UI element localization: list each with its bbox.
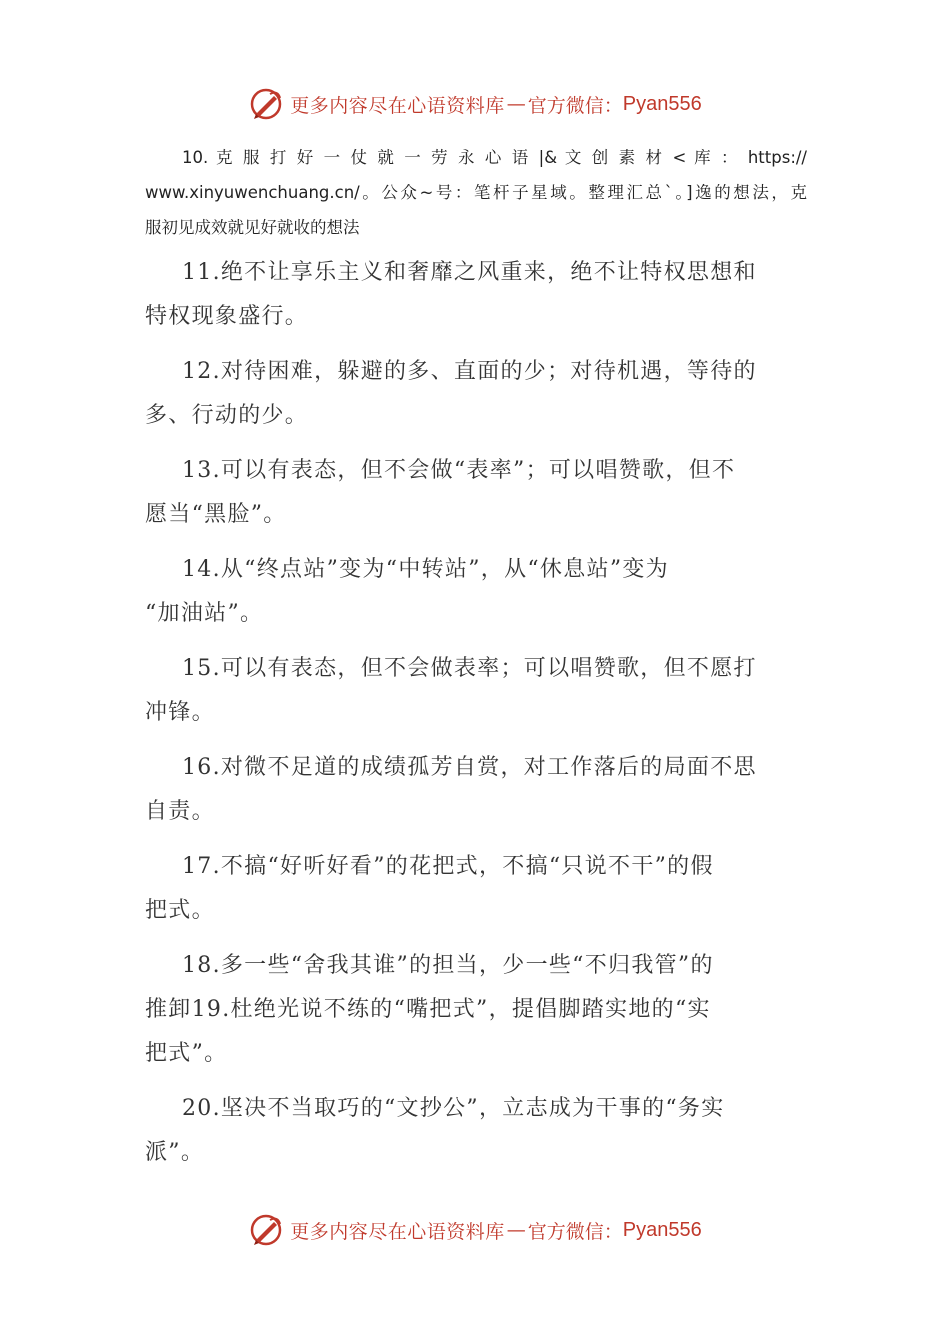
banner-wechat-id: Pyan556 [622,92,702,115]
paragraph-15 [145,647,807,735]
banner-separator: — [506,93,526,115]
paragraph-line: 推卸19.杜绝光说不练的“嘴把式”，提倡脚踏实地的“实 [145,997,711,1022]
document-body [145,140,807,1175]
banner-text: 更多内容尽在心语资料库 [290,1220,505,1243]
paragraph-line: 18.多一些“舍我其谁”的担当，少一些“不归我管”的 [182,953,714,978]
banner-wechat-label: 官方微信： [527,94,623,117]
paragraph-line: 13.可以有表态，但不会做“表率”；可以唱赞歌，但不 [182,458,736,483]
paragraph-line: 15.可以有表态，但不会做表率；可以唱赞歌，但不愿打 [182,656,757,681]
paragraph-line: 17.不搞“好听好看”的花把式，不搞“只说不干”的假 [182,854,714,879]
paragraph-line: www.xinyuwenchuang.cn/。公众~号：笔杆子星域。整理汇总`。]逸的想法，克 [145,183,807,202]
header-banner [0,84,950,124]
paragraph-line: 冲锋。 [145,700,215,725]
paragraph-16 [145,746,807,834]
paragraph-line: 派”。 [145,1140,205,1165]
paragraph-line: 多、行动的少。 [145,403,309,428]
paragraph-line: 11.绝不让享乐主义和奢靡之风重来，绝不让特权思想和 [182,260,757,285]
paragraph-11 [145,251,807,339]
paragraph-13 [145,449,807,537]
footer-banner [0,1210,950,1250]
paragraph-line: 特权现象盛行。 [145,304,309,329]
paragraph-line: 愿当“黑脸”。 [145,502,287,527]
paragraph-18 [145,944,807,1076]
paragraph-10 [145,140,807,245]
paragraph-line: 自责。 [145,799,215,824]
paragraph-14 [145,548,807,636]
paragraph-line: 20.坚决不当取巧的“文抄公”，立志成为干事的“务实 [182,1096,725,1121]
paragraph-line: 把式”。 [145,1041,228,1066]
paragraph-line: 10. 克 服 打 好 一 仗 就 一 劳 永 心 语 |& 文 创 素 材 < 库 ： https:// [182,148,807,167]
paragraph-line: 16.对微不足道的成绩孤芳自赏，对工作落后的局面不思 [182,755,757,780]
paragraph-line: 把式。 [145,898,215,923]
paragraph-line: 14.从“终点站”变为“中转站”，从“休息站”变为 [182,557,669,582]
pen-logo-icon [248,1212,284,1248]
paragraph-12 [145,350,807,438]
pen-logo-icon [248,86,284,122]
banner-wechat-label: 官方微信： [527,1220,623,1243]
paragraph-line: “加油站”。 [145,601,264,626]
paragraph-20 [145,1087,807,1175]
paragraph-line: 12.对待困难，躲避的多、直面的少；对待机遇，等待的 [182,359,757,384]
banner-text: 更多内容尽在心语资料库 [290,94,505,117]
paragraph-17 [145,845,807,933]
banner-wechat-id: Pyan556 [622,1218,702,1241]
paragraph-line: 服初见成效就见好就收的想法 [145,218,360,237]
banner-separator: — [506,1219,526,1241]
